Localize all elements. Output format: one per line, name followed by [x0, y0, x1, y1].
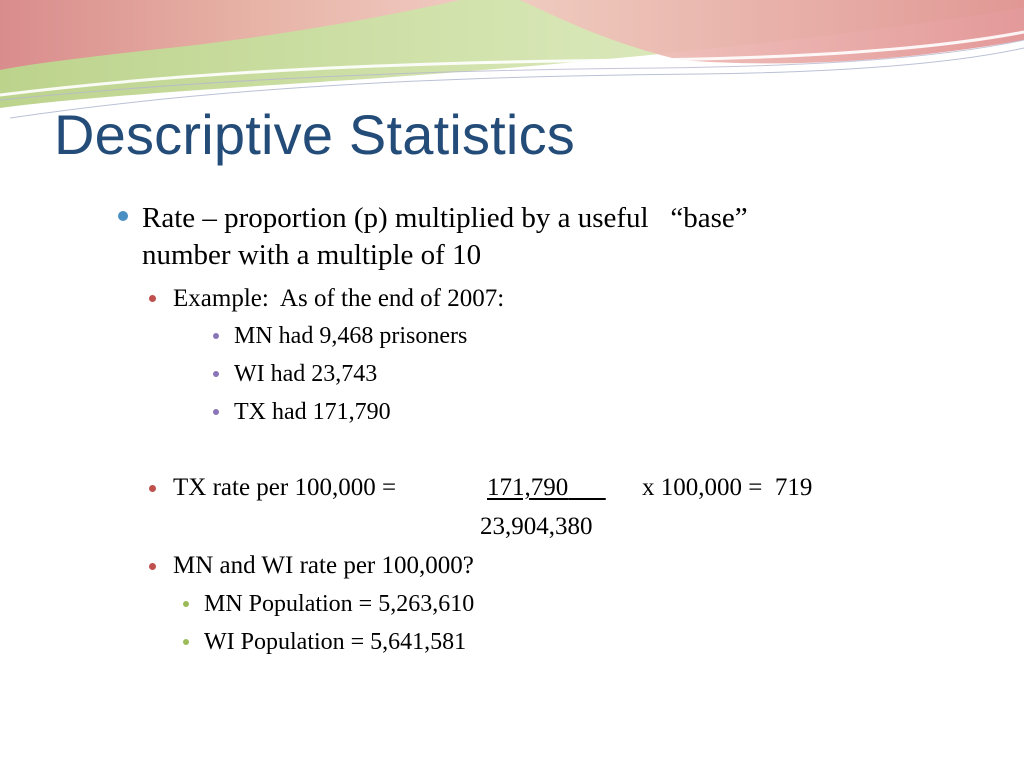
mn-wi-question: MN and WI rate per 100,000? — [173, 552, 474, 579]
bullet-dot-icon — [149, 295, 156, 302]
rate-definition-line2: number with a multiple of 10 — [142, 239, 482, 271]
tx-rate-multiplier: x 100,000 = 719 — [642, 474, 813, 501]
bullet-dot-icon — [183, 639, 189, 645]
tx-rate-numerator-pad — [568, 474, 606, 501]
tx-rate-denominator: 23,904,380 — [480, 513, 593, 540]
bullet-dot-icon — [149, 485, 156, 492]
bullet-dot-icon — [213, 333, 219, 339]
tx-rate-label: TX rate per 100,000 = — [173, 474, 397, 501]
tx-rate-numerator — [487, 473, 606, 503]
mn-population: MN Population = 5,263,610 — [204, 591, 475, 617]
bullet-dot-icon — [183, 601, 189, 607]
bullet-dot-icon — [118, 211, 128, 221]
example-item-tx: TX had 171,790 — [234, 399, 391, 425]
example-item-wi: WI had 23,743 — [234, 361, 378, 387]
bullet-dot-icon — [149, 563, 156, 570]
bullet-dot-icon — [213, 409, 219, 415]
example-item-mn: MN had 9,468 prisoners — [234, 323, 468, 349]
wi-population: WI Population = 5,641,581 — [204, 629, 467, 655]
slide-title: Descriptive Statistics — [54, 103, 575, 166]
rate-definition-line1: Rate – proportion (p) multiplied by a useful “base” — [142, 202, 748, 234]
bullet-dot-icon — [213, 371, 219, 377]
tx-rate-numerator-value: 171,790 — [487, 474, 569, 501]
example-label: Example: As of the end of 2007: — [173, 285, 505, 312]
